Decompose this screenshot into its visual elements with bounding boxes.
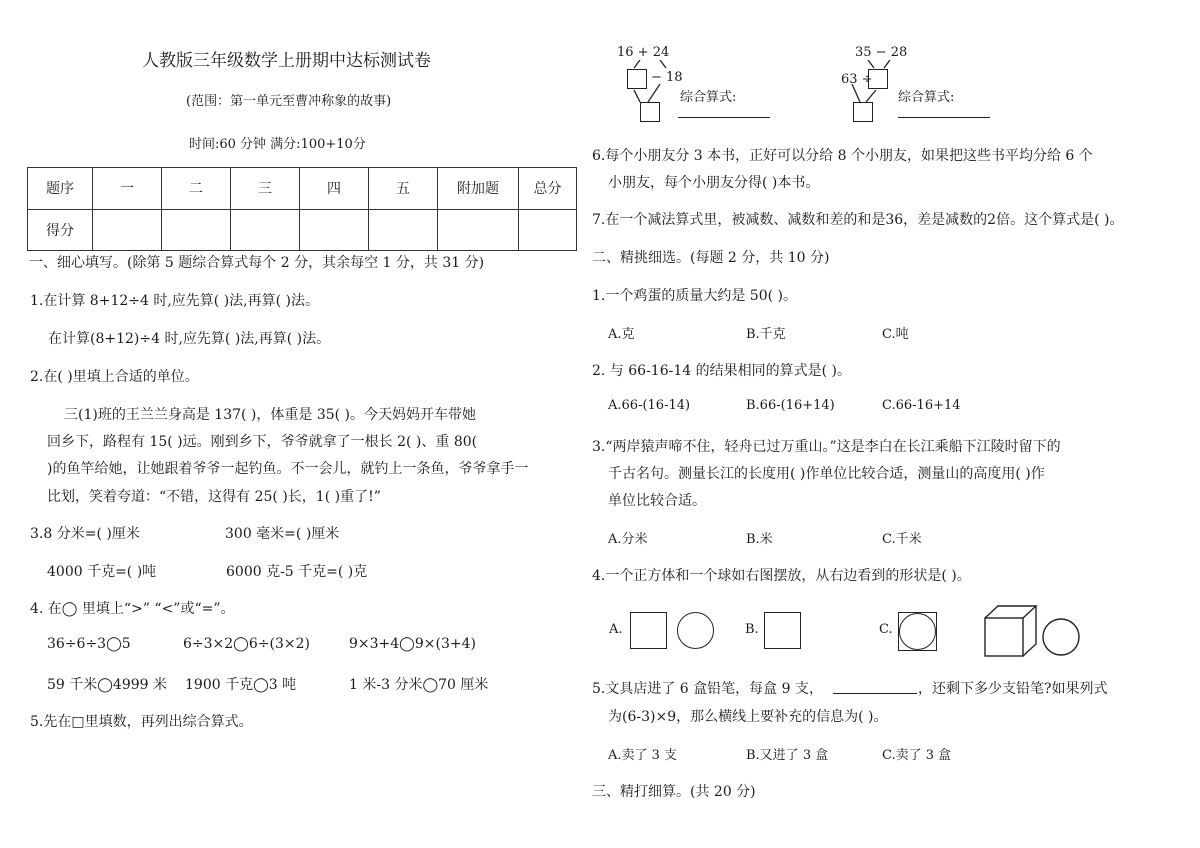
question-2-line-4: 比划，笑着夸道：“不错，这得有 25( )长，1( )重了!” xyxy=(47,489,381,505)
question-2-line-2: 回乡下，路程有 15( )远。刚到乡下，爷爷就拿了一根长 2( )、重 80( xyxy=(47,434,478,450)
question-2-line-3: )的鱼竿给她，让她跟着爷爷一起钓鱼。不一会儿，就钓上一条鱼，爷爷拿手一 xyxy=(47,461,529,477)
section-2-heading: 二、精挑细选。(每题 2 分，共 10 分) xyxy=(592,250,830,266)
score-cell[interactable] xyxy=(438,209,519,251)
table-header-cell: 总分 xyxy=(519,168,577,210)
diagram-1-top-expr: 16 + 24 xyxy=(617,45,670,60)
diagram-1-formula-label: 综合算式: xyxy=(680,90,737,105)
score-table-header-row xyxy=(28,168,577,210)
circle-shape xyxy=(899,613,936,650)
table-row-label: 得分 xyxy=(28,209,93,251)
diagram-2-top-expr: 35 − 28 xyxy=(855,45,908,60)
time-score: 时间:60 分钟 满分:100+10分 xyxy=(189,137,366,152)
page-title: 人教版三年级数学上册期中达标测试卷 xyxy=(142,51,431,71)
compare-item: 1 米-3 分米◯70 厘米 xyxy=(349,677,489,693)
answer-box[interactable] xyxy=(640,102,660,122)
question-7: 7.在一个减法算式里，被减数、减数和差的和是36，差是减数的2倍。这个算式是( )。 xyxy=(592,212,1124,228)
option-b[interactable]: B.66-(16+14) xyxy=(746,398,835,413)
choice-question-3-line-2: 千古名句。测量长江的长度用( )作单位比较合适，测量山的高度用( )作 xyxy=(608,466,1045,482)
compare-item: 59 千米◯4999 米 xyxy=(47,677,168,693)
table-header-cell: 四 xyxy=(300,168,369,210)
question-3b-left: 4000 千克=( )吨 xyxy=(47,564,157,580)
table-header-cell: 三 xyxy=(231,168,300,210)
option-a[interactable]: A.分米 xyxy=(608,532,648,547)
question-6-line-2: 小朋友，每个小朋友分得( )本书。 xyxy=(608,175,820,191)
diagram-2-operator: 63 ÷ xyxy=(841,72,873,87)
compare-item: 6÷3×2◯6÷(3×2) xyxy=(183,636,310,652)
table-header-cell: 题序 xyxy=(28,168,93,210)
choice-question-4: 4.一个正方体和一个球如右图摆放，从右边看到的形状是( )。 xyxy=(592,568,971,584)
choice-question-1: 1.一个鸡蛋的质量大约是 50( )。 xyxy=(592,288,797,304)
question-3a-left: 3.8 分米=( )厘米 xyxy=(30,526,140,542)
choice-question-2: 2. 与 66-16-14 的结果相同的算式是( )。 xyxy=(592,363,851,379)
compare-item: 36÷6÷3◯5 xyxy=(47,636,131,652)
score-cell[interactable] xyxy=(93,209,162,251)
diagram-2-formula-label: 综合算式: xyxy=(898,90,955,105)
question-6-line-1: 6.每个小朋友分 3 本书，正好可以分给 8 个小朋友，如果把这些书平均分给 6 个 xyxy=(592,148,1093,164)
question-3b-right: 6000 克-5 千克=( )克 xyxy=(226,564,368,580)
option-a[interactable]: A. xyxy=(609,622,623,637)
option-c[interactable]: C. xyxy=(879,622,893,637)
circle-shape xyxy=(677,612,714,649)
score-table-score-row xyxy=(28,209,577,251)
cube-and-ball-figure xyxy=(982,603,1082,659)
section-3-heading: 三、精打细算。(共 20 分) xyxy=(592,784,756,800)
option-c[interactable]: C.66-16+14 xyxy=(882,398,961,413)
question-2-line-1: 三(1)班的王兰兰身高是 137( )，体重是 35( )。今天妈妈开车带她 xyxy=(64,407,477,423)
option-b[interactable]: B.又进了 3 盒 xyxy=(746,748,829,763)
table-header-cell: 五 xyxy=(369,168,438,210)
choice-question-3-line-1: 3.“两岸猿声啼不住，轻舟已过万重山。”这是李白在长江乘船下江陵时留下的 xyxy=(592,439,1061,455)
question-1a: 1.在计算 8+12÷4 时,应先算( )法,再算( )法。 xyxy=(30,293,319,309)
question-5: 5.先在□里填数，再列出综合算式。 xyxy=(30,714,253,730)
diagram-1-operator: − 18 xyxy=(651,70,683,85)
table-header-cell: 附加题 xyxy=(438,168,519,210)
question-2: 2.在( )里填上合适的单位。 xyxy=(30,369,199,385)
answer-box[interactable] xyxy=(853,102,873,122)
answer-line[interactable] xyxy=(898,117,990,118)
score-cell[interactable] xyxy=(231,209,300,251)
question-4: 4. 在◯ 里填上“>” “<”或“=”。 xyxy=(30,601,235,617)
table-header-cell: 一 xyxy=(93,168,162,210)
question-1b: 在计算(8+12)÷4 时,应先算( )法,再算( )法。 xyxy=(48,331,331,347)
answer-box[interactable] xyxy=(627,69,647,89)
section-1-heading: 一、细心填写。(除第 5 题综合算式每个 2 分，其余每空 1 分，共 31 分) xyxy=(29,255,485,271)
option-a[interactable]: A.卖了 3 支 xyxy=(608,748,678,763)
option-a[interactable]: A.克 xyxy=(608,327,635,342)
choice-question-5-line-2: 为(6-3)×9，那么横线上要补充的信息为( )。 xyxy=(608,709,888,725)
answer-line[interactable] xyxy=(833,693,917,694)
choice-question-5-line-1b: ，还剩下多少支铅笔?如果列式 xyxy=(918,681,1108,697)
compare-item: 1900 千克◯3 吨 xyxy=(185,677,297,693)
option-b[interactable]: B. xyxy=(745,622,759,637)
choice-question-3-line-3: 单位比较合适。 xyxy=(608,493,706,509)
option-a[interactable]: A.66-(16-14) xyxy=(608,398,691,413)
question-3a-right: 300 毫米=( )厘米 xyxy=(225,526,340,542)
option-b[interactable]: B.千克 xyxy=(746,327,786,342)
choice-question-5-line-1a: 5.文具店进了 6 盒铅笔，每盒 9 支， xyxy=(592,681,823,697)
scope-note: (范围：第一单元至曹冲称象的故事) xyxy=(186,94,392,109)
option-c[interactable]: C.卖了 3 盒 xyxy=(882,748,952,763)
score-table xyxy=(27,167,577,251)
option-c[interactable]: C.千米 xyxy=(882,532,922,547)
table-header-cell: 二 xyxy=(162,168,231,210)
score-cell[interactable] xyxy=(300,209,369,251)
square-shape xyxy=(764,612,801,649)
score-cell[interactable] xyxy=(369,209,438,251)
score-cell[interactable] xyxy=(162,209,231,251)
square-shape xyxy=(630,612,667,649)
compare-item: 9×3+4◯9×(3+4) xyxy=(349,636,476,652)
answer-line[interactable] xyxy=(678,117,770,118)
score-cell[interactable] xyxy=(519,209,577,251)
option-c[interactable]: C.吨 xyxy=(882,327,909,342)
option-b[interactable]: B.米 xyxy=(746,532,773,547)
